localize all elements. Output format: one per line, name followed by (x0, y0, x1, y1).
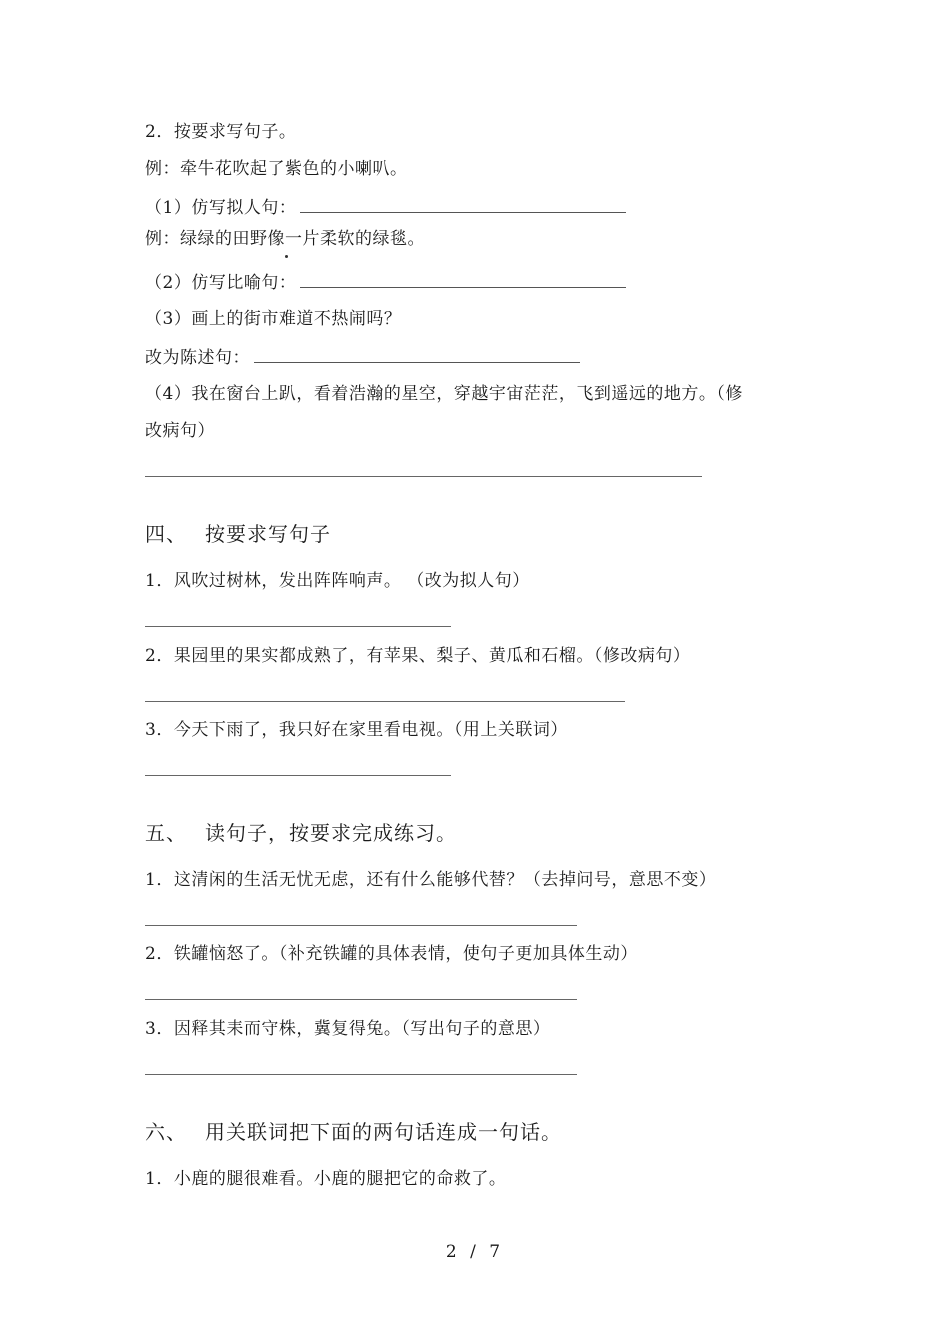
question-2-4-line1: （4）我在窗台上趴，看着浩瀚的星空，穿越宇宙茫茫，飞到遥远的地方。（修 (145, 384, 743, 404)
section-5-question-3: 3．因释其耒而守株，冀复得兔。（写出句子的意思） (145, 1019, 551, 1039)
section-6-question-1: 1．小鹿的腿很难看。小鹿的腿把它的命救了。 (145, 1169, 507, 1189)
section-4-question-3: 3．今天下雨了，我只好在家里看电视。（用上关联词） (145, 720, 568, 740)
section-5-question-1: 1．这清闲的生活无忧无虑，还有什么能够代替？（去掉问号，意思不变） (145, 870, 717, 890)
answer-line-4-3[interactable] (145, 775, 451, 776)
section-6-title: 用关联词把下面的两句话连成一句话。 (205, 1120, 562, 1144)
answer-blank-2-2[interactable] (300, 271, 626, 288)
example-simile: 例：绿绿的田野像一片柔软的绿毯。 (145, 229, 425, 249)
section-4-question-1: 1．风吹过树林，发出阵阵响声。 （改为拟人句） (145, 571, 530, 591)
example-personification: 例：牵牛花吹起了紫色的小喇叭。 (145, 159, 408, 179)
answer-line-4-1[interactable] (145, 626, 451, 627)
section-6-heading (145, 1119, 562, 1145)
section-4-heading (145, 521, 331, 547)
section-6-number: 六、 (145, 1120, 187, 1144)
question-2-2-label: （2）仿写比喻句： (145, 273, 297, 293)
section-4-question-2: 2．果园里的果实都成熟了，有苹果、梨子、黄瓜和石榴。（修改病句） (145, 646, 691, 666)
question-2-4-line2: 改病句） (145, 421, 215, 441)
section-4-title: 按要求写句子 (205, 522, 331, 546)
question-2-3-prompt: 改为陈述句： (145, 348, 250, 368)
question-2-3-prompt-row (145, 346, 580, 369)
page-number: 2 / 7 (445, 1242, 505, 1262)
question-2-1 (145, 196, 626, 219)
question-2-1-label: （1）仿写拟人句： (145, 198, 297, 218)
answer-line-5-2[interactable] (145, 999, 577, 1000)
section-5-title: 读句子，按要求完成练习。 (205, 821, 457, 845)
answer-blank-2-3[interactable] (254, 346, 580, 363)
answer-line-5-3[interactable] (145, 1074, 577, 1075)
section-5-heading (145, 820, 457, 846)
question-2-title: 2．按要求写句子。 (145, 122, 297, 142)
section-4-number: 四、 (145, 522, 187, 546)
answer-blank-2-1[interactable] (300, 196, 626, 213)
section-5-question-2: 2．铁罐恼怒了。（补充铁罐的具体表情，使句子更加具体生动） (145, 944, 638, 964)
question-2-3: （3）画上的街市难道不热闹吗？ (145, 309, 402, 329)
question-2-2 (145, 271, 626, 294)
answer-line-5-1[interactable] (145, 925, 577, 926)
answer-line-2-4[interactable] (145, 476, 702, 477)
section-5-number: 五、 (145, 821, 187, 845)
answer-line-4-2[interactable] (145, 701, 625, 702)
emphasis-dot (285, 255, 288, 258)
